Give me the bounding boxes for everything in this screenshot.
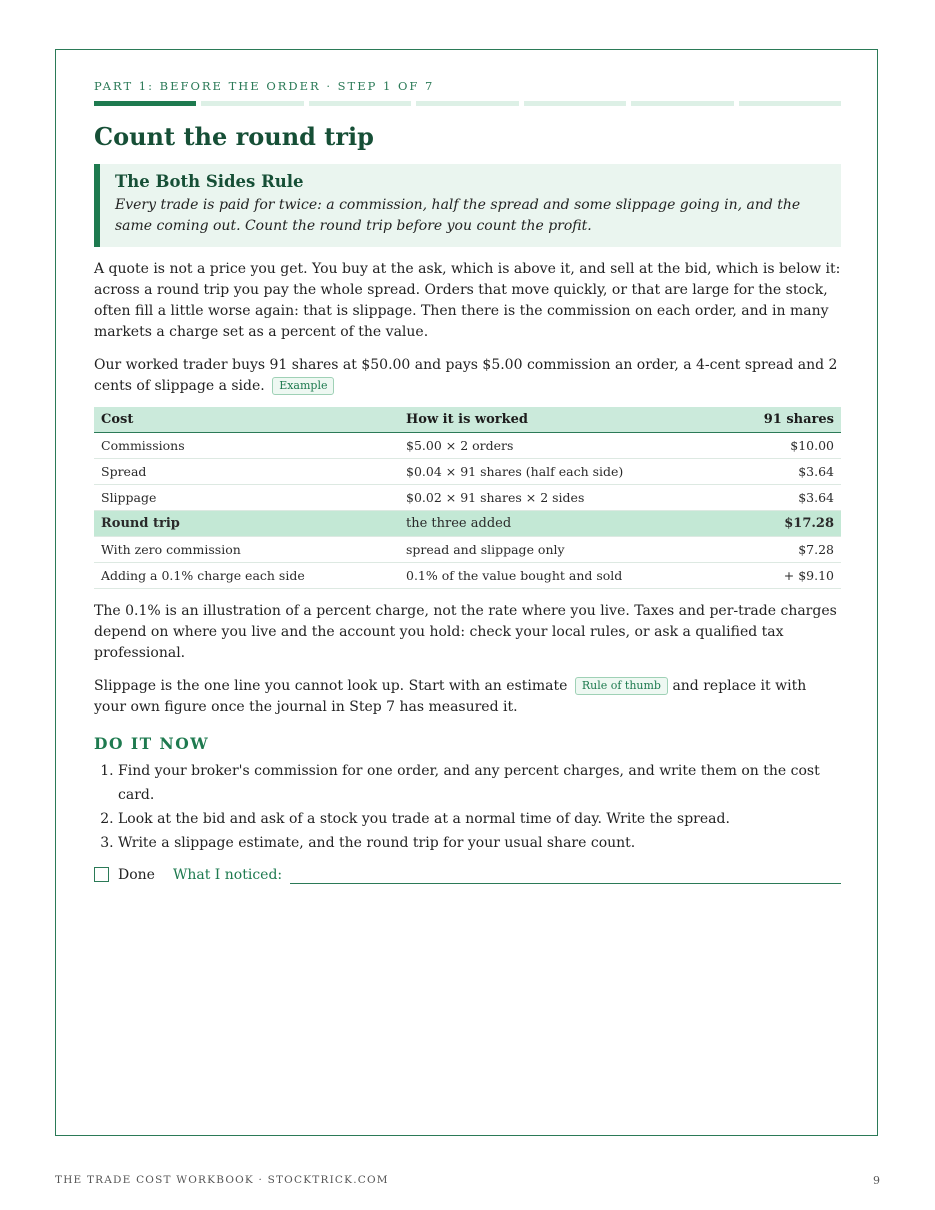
page-title: Count the round trip <box>94 122 374 151</box>
amount-cell: + $9.10 <box>723 563 841 589</box>
progress-segment <box>94 101 196 106</box>
amount-cell: $17.28 <box>723 511 841 537</box>
amount-cell: $3.64 <box>723 485 841 511</box>
slippage-text-after: and replace it with your own figure once the journal in Step 7 has measured it. <box>94 678 807 715</box>
how-cell: spread and slippage only <box>399 537 723 563</box>
progress-segment <box>631 101 733 106</box>
table-row <box>94 433 841 459</box>
completion-row <box>94 865 841 884</box>
how-cell: the three added <box>399 511 723 537</box>
progress-segment <box>739 101 841 106</box>
done-label: Done <box>118 866 155 883</box>
cost-cell: Spread <box>94 459 399 485</box>
total-row <box>94 511 841 537</box>
how-cell: $0.04 × 91 shares (half each side) <box>399 459 723 485</box>
amount-cell: $10.00 <box>723 433 841 459</box>
table-header-row <box>94 407 841 433</box>
page-number: 9 <box>873 1174 880 1187</box>
amount-cell: $3.64 <box>723 459 841 485</box>
noticed-input-line[interactable] <box>290 865 841 884</box>
progress-segment <box>524 101 626 106</box>
how-cell: $0.02 × 91 shares × 2 sides <box>399 485 723 511</box>
amount-cell: $7.28 <box>723 537 841 563</box>
noticed-label: What I noticed: <box>172 866 283 883</box>
cost-cell: Slippage <box>94 485 399 511</box>
slippage-text-before: Slippage is the one line you cannot look up. Start with an estimate <box>94 678 568 694</box>
cost-cell: Commissions <box>94 433 399 459</box>
page-content <box>94 78 841 884</box>
progress-segment <box>309 101 411 106</box>
percent-note-paragraph: The 0.1% is an illustration of a percent charge, not the rate where you live. Taxes and per-trade charges depend on where you live and the account you hold: check your local rules, or ask a qualified tax professional. <box>94 603 837 661</box>
rule-title: The Both Sides Rule <box>115 172 304 191</box>
footer-title: THE TRADE COST WORKBOOK · STOCKTRICK.COM <box>55 1174 389 1186</box>
example-tag: Example <box>272 377 334 395</box>
column-header-cost: Cost <box>94 407 399 433</box>
cost-table <box>94 407 841 589</box>
cost-cell: Adding a 0.1% charge each side <box>94 563 399 589</box>
done-checkbox[interactable] <box>94 867 109 882</box>
slippage-paragraph <box>94 676 841 718</box>
rule-callout <box>94 164 841 247</box>
cost-cell: Round trip <box>94 511 399 537</box>
progress-segment <box>201 101 303 106</box>
example-paragraph <box>94 355 841 397</box>
rule-body: Every trade is paid for twice: a commission, half the spread and some slippage going in, and the same coming out. Count the round trip before you count the profit. <box>115 197 801 234</box>
example-text: Our worked trader buys 91 shares at $50.00 and pays $5.00 commission an order, a 4-cent spread and 2 cents of slippage a side. <box>94 357 838 394</box>
list-item: 1. Find your broker's commission for one order, and any percent charges, and write them on the cost card. <box>118 759 841 807</box>
intro-paragraph: A quote is not a price you get. You buy at the ask, which is above it, and sell at the bid, which is below it: across a round trip you pay the whole spread. Orders that move quickly, or that are large for the stock, often fill a little worse again: that is slippage. Then there is the commission on each order, and in many markets a charge set as a percent of the value. <box>94 261 841 340</box>
cost-cell: With zero commission <box>94 537 399 563</box>
progress-segment <box>416 101 518 106</box>
table-row <box>94 459 841 485</box>
how-cell: $5.00 × 2 orders <box>399 433 723 459</box>
table-row <box>94 485 841 511</box>
list-item: 3. Write a slippage estimate, and the round trip for your usual share count. <box>118 831 841 855</box>
list-item: 2. Look at the bid and ask of a stock you trade at a normal time of day. Write the spread. <box>118 807 841 831</box>
column-header-how: How it is worked <box>399 407 723 433</box>
section-eyebrow: PART 1: BEFORE THE ORDER · STEP 1 OF 7 <box>94 79 435 93</box>
column-header-amount: 91 shares <box>723 407 841 433</box>
action-steps-list <box>94 759 841 855</box>
rule-of-thumb-tag: Rule of thumb <box>575 677 668 695</box>
table-row <box>94 563 841 589</box>
how-cell: 0.1% of the value bought and sold <box>399 563 723 589</box>
do-it-now-heading: DO IT NOW <box>94 734 210 753</box>
table-row <box>94 537 841 563</box>
step-progress-bar <box>94 101 841 106</box>
